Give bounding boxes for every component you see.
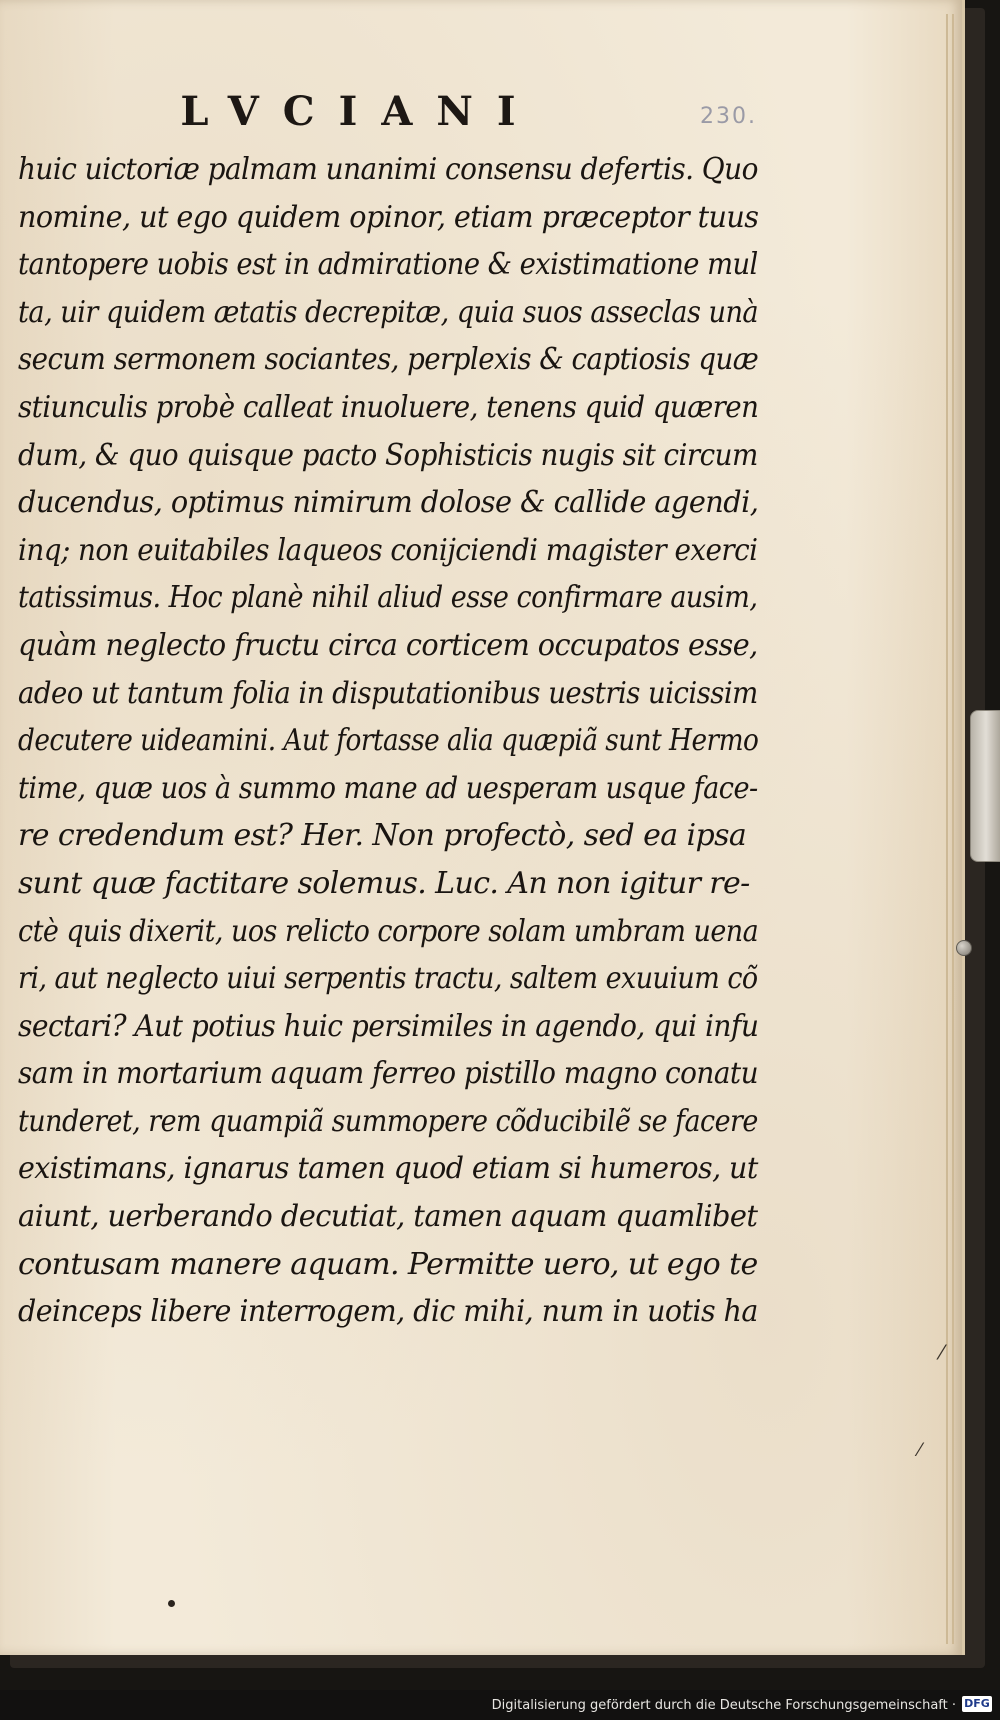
text-line: tunderet, rem quampiã summopere cõducibilẽ se facere (18, 1103, 758, 1139)
text-line: ducendus, optimus nimirum dolose & callide agendi, (18, 485, 759, 521)
text-line: ctè quis dixerit, uos relicto corpore solam umbram uena (18, 913, 759, 949)
text-line: tantopere uobis est in admiratione & existimatione mul (18, 247, 758, 283)
text-line: contusam manere aquam. Permitte uero, ut ego te (18, 1246, 758, 1282)
margin-mark: ⁄ (918, 1440, 922, 1461)
ink-speck (168, 1600, 175, 1607)
text-line: adeo ut tantum folia in disputationibus uestris uicissim (18, 675, 758, 711)
text-line: aiunt, uerberando decutiat, tamen aquam quamlibet (18, 1199, 758, 1235)
text-line: sunt quæ factitare solemus. Luc. An non igitur re- (18, 865, 750, 901)
text-line: secum sermonem sociantes, perplexis & captiosis quæ (18, 342, 759, 378)
dfg-logo: DFG (962, 1696, 992, 1712)
text-line: huic uictoriæ palmam unanimi consensu defertis. Quo (18, 152, 758, 187)
text-line: nomine, ut ego quidem opinor, etiam præceptor tuus (18, 199, 759, 235)
text-line: sam in mortarium aquam ferreo pistillo magno conatu (18, 1056, 759, 1092)
text-line: time, quæ uos à summo mane ad uesperam usque face- (18, 770, 758, 806)
text-line: tatissimus. Hoc planè nihil aliud esse confirmare ausim, (18, 580, 758, 616)
text-line: sectari? Aut potius huic persimiles in agendo, qui infu (18, 1008, 759, 1044)
margin-mark: ⁄ (940, 1340, 944, 1364)
running-header: LVCIANI (180, 88, 540, 135)
text-line: dum, & quo quisque pacto Sophisticis nugis sit circum (18, 437, 758, 473)
pin-head (956, 940, 972, 956)
text-line: ri, aut neglecto uiui serpentis tractu, saltem exuuium cõ (18, 961, 758, 997)
text-line: quàm neglecto fructu circa corticem occupatos esse, (18, 627, 758, 663)
page-clip (970, 710, 1000, 862)
folio-number: 230. (700, 104, 757, 129)
text-line: re credendum est? Her. Non profectò, sed ea ipsa (18, 818, 747, 854)
text-line: decutere uideamini. Aut fortasse alia quæpiã sunt Hermo (18, 723, 759, 759)
footer-bar (0, 1690, 1000, 1720)
text-line: stiunculis probè calleat inuoluere, tenens quid quæren (18, 389, 759, 425)
text-line: deinceps libere interrogem, dic mihi, num in uotis ha (18, 1294, 758, 1330)
text-line: inq; non euitabiles laqueos conijciendi magister exerci (18, 532, 758, 568)
leaf-edge (946, 14, 948, 1644)
funding-credit: Digitalisierung gefördert durch die Deutsche Forschungsgemeinschaft · (491, 1698, 956, 1713)
text-line: existimans, ignarus tamen quod etiam si humeros, ut (18, 1151, 758, 1187)
text-line: ta, uir quidem ætatis decrepitæ, quia suos asseclas unà (18, 294, 759, 330)
leaf-edge (952, 14, 954, 1644)
body-text (18, 146, 758, 1336)
